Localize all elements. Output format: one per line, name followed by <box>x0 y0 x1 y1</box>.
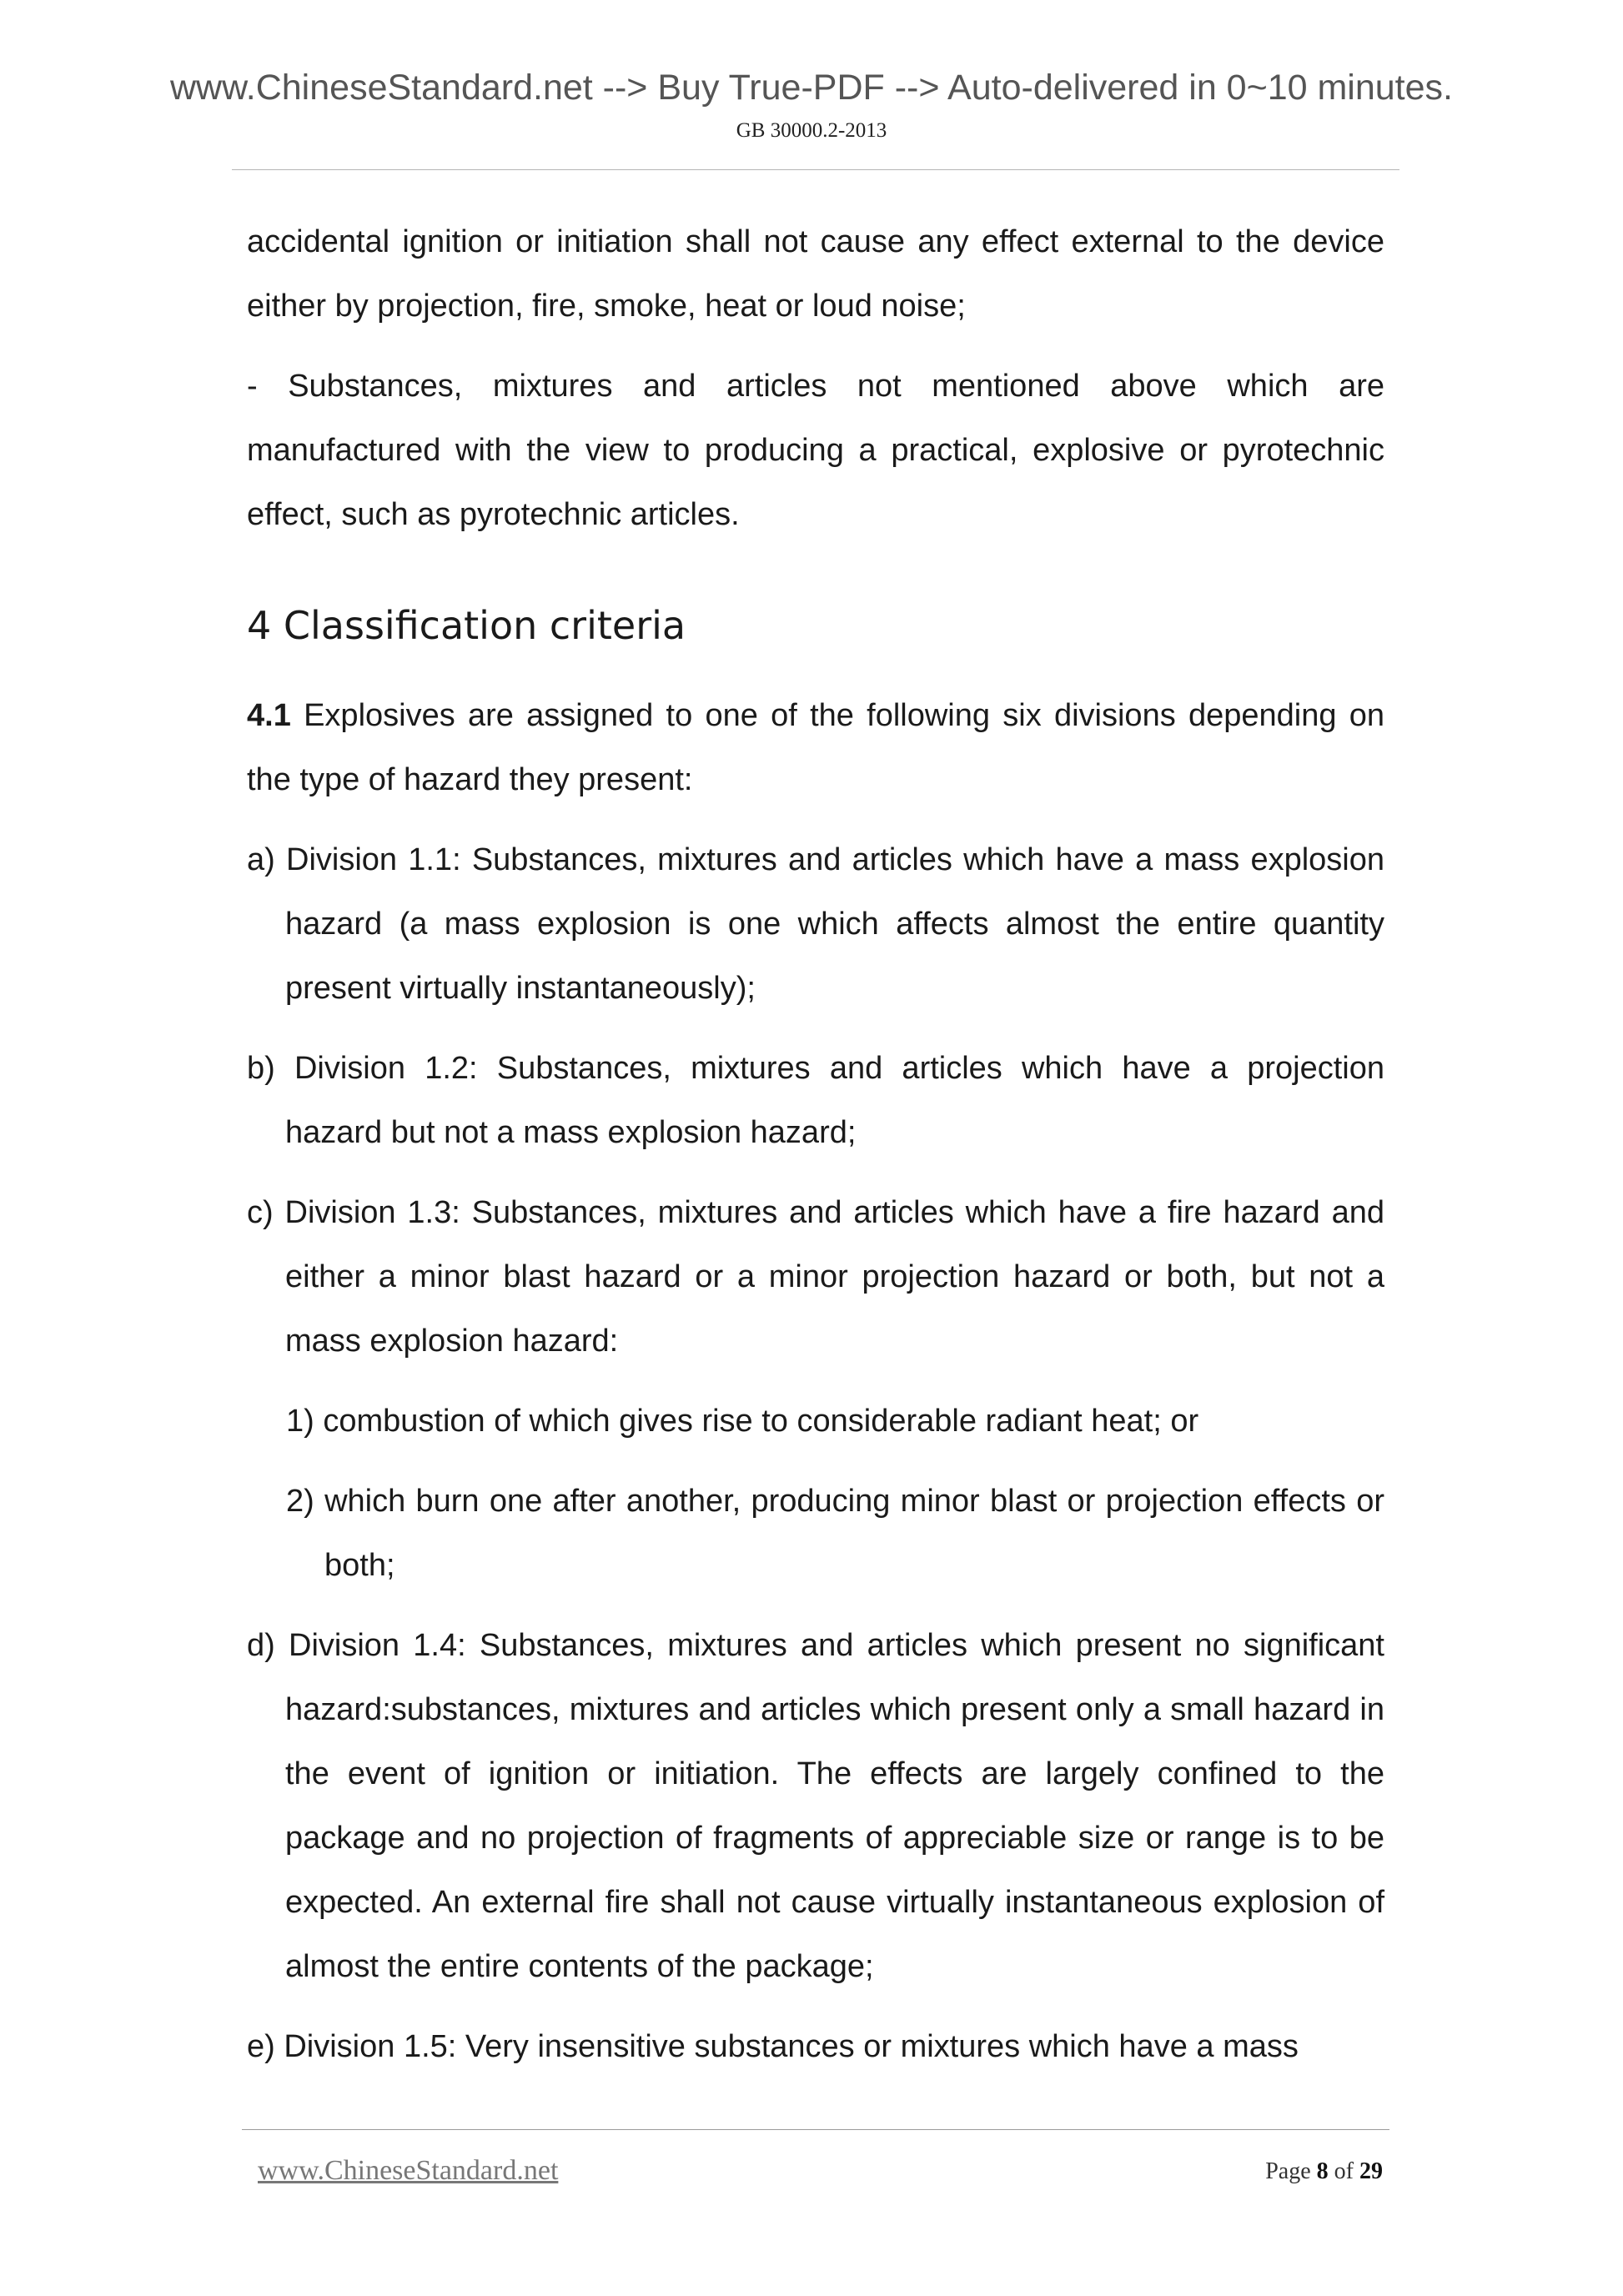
sub-item-2: 2) which burn one after another, producing minor blast or projection effects or both; <box>286 1484 1384 1583</box>
document-id: GB 30000.2-2013 <box>736 119 887 142</box>
list-item-division-1-4: d) Division 1.4: Substances, mixtures and articles which present no significant hazard:substances, mixtures and articles which present only a small hazard in the event of ignition or initiation. The effects are largely confined to the package and no projection of fragments of appreciable size or range is to be expected. An external fire shall not cause virtually instantaneous explosion of almost the entire contents of the package; <box>247 1628 1384 1984</box>
footer-site-link[interactable]: www.ChineseStandard.net <box>258 2155 559 2186</box>
clause-number: 4.1 <box>247 698 291 733</box>
list-item-division-1-2: b) Division 1.2: Substances, mixtures and articles which have a projection hazard but not a mass explosion hazard; <box>247 1051 1384 1150</box>
page-body <box>247 210 1384 2095</box>
clause-4-1 <box>247 684 1384 812</box>
list-item-division-1-3: c) Division 1.3: Substances, mixtures and articles which have a fire hazard and either a minor blast hazard or a minor projection hazard or both, but not a mass explosion hazard: <box>247 1195 1384 1359</box>
current-page: 8 <box>1316 2158 1329 2184</box>
total-pages: 29 <box>1359 2158 1383 2184</box>
substances-paragraph: - Substances, mixtures and articles not mentioned above which are manufactured with the view to producing a practical, explosive or pyrotechnic effect, such as pyrotechnic articles. <box>247 369 1384 532</box>
promo-banner: www.ChineseStandard.net --> Buy True-PDF --> Auto-delivered in 0~10 minutes. <box>169 68 1453 108</box>
list-item-division-1-1: a) Division 1.1: Substances, mixtures and articles which have a mass explosion hazard (a mass explosion is one which affects almost the entire quantity present virtually instantaneously); <box>247 842 1384 1006</box>
header-divider <box>232 169 1399 170</box>
list-item-division-1-5: e) Division 1.5: Very insensitive substances or mixtures which have a mass <box>247 2029 1299 2064</box>
page-of-label: of <box>1328 2158 1359 2184</box>
page-number <box>1265 2158 1383 2185</box>
continuation-paragraph: accidental ignition or initiation shall not cause any effect external to the device either by projection, fire, smoke, heat or loud noise; <box>247 224 1384 324</box>
footer-divider <box>242 2129 1389 2130</box>
page-label: Page <box>1265 2158 1317 2184</box>
sub-item-1: 1) combustion of which gives rise to considerable radiant heat; or <box>286 1404 1199 1439</box>
section-heading: 4 Classification criteria <box>247 603 686 648</box>
clause-text: Explosives are assigned to one of the following six divisions depending on the type of hazard they present: <box>247 698 1384 797</box>
